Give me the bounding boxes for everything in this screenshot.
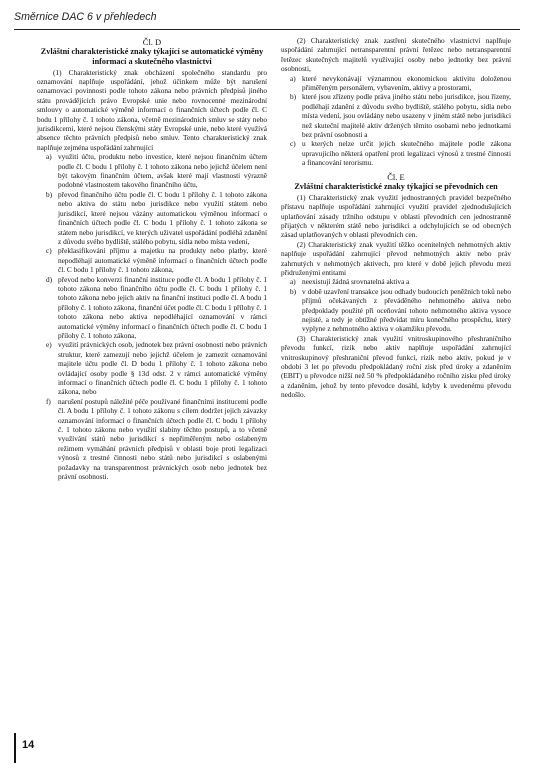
- section-title-d: Zvláštní charakteristické znaky týkající se automatické výměny informací a skutečného vlastnictví: [40, 47, 264, 66]
- item-text: v době uzavření transakce jsou odhady budoucích peněžních toků nebo příjmů očekávaných z převáděného nehmotného aktiva nebo předpoklady použité při oceňování tohoto nehmotného aktiva vysoce nejisté, a tedy je obtížné předvídat míru konečného prospěchu, který vyplyne z nehmotného aktiva v okamžiku převodu.: [302, 286, 511, 334]
- paragraph-d2: (2) Charakteristický znak zastření skutečného vlastnictví naplňuje uspořádání zahrnující netransparentní právní řetězec nebo netransparentní řetězec skutečných majitelů využívající osoby nebo jednotky bez právní osobnosti,: [281, 36, 511, 74]
- item-label: b): [46, 189, 53, 199]
- item-label: c): [290, 139, 296, 149]
- paragraph-e3: (3) Charakteristický znak využití vnitroskupinového přeshraničního převodu funkcí, rizik nebo aktiv naplňuje uspořádání zahrnující vnitroskupinový přeshraniční převod funkcí, rizik nebo aktiv, pokud je v období 3 let po převodu předpokládaný roční zisk před úroky a zdaněním (EBIT) u převodce nižší než 50 % předpokládaného ročního zisku před úroky a zdaněním, jehož by tento převodce dosáhl, kdyby k uvedenému převodu nedošlo.: [281, 333, 511, 400]
- header-rule: [14, 29, 520, 30]
- list-item: [37, 246, 267, 274]
- item-text: neexistují žádná srovnatelná aktiva a: [302, 277, 410, 287]
- list-item: [37, 340, 267, 396]
- item-text: využití právnických osob, jednotek bez právní osobnosti nebo právních struktur, které zamezují nebo jejichž účelem je zamezit oznamování majitele účtu podle čl. D bodu 1 přílohy č. 1 tohoto zákona nebo ovládající osoby podle § 13d odst. 2 v rámci automatické výměny informací o finančních účtech podle čl. C bodu 1 přílohy č. 1 tohoto zákona, nebo: [58, 340, 267, 397]
- item-text: u kterých nelze určit jejich skutečného majitele podle zákona upravujícího některá opatření proti legalizaci výnosů z trestné činnosti a financování terorismu.: [302, 139, 511, 168]
- item-label: b): [290, 92, 297, 102]
- item-label: d): [46, 274, 53, 284]
- item-text: které jsou zřízeny podle práva jiného státu nebo jurisdikce, jsou řízeny, podléhají zdanění z důvodu svého bydliště, stálého pobytu, sídla nebo místa vedení, jsou ovládány nebo usazeny v jiném státě nebo jurisdikci než skuteční majitelé aktiv držených těmito osobami nebo jednotkami bez právní osobnosti a: [302, 92, 511, 140]
- item-label: f): [46, 396, 51, 406]
- section-number-d: Čl. D: [142, 37, 162, 47]
- list-item: [37, 275, 267, 341]
- item-list-d2: [281, 74, 511, 168]
- item-label: a): [290, 277, 296, 287]
- list-item: [281, 139, 511, 167]
- page-number: 14: [22, 739, 35, 751]
- section-number-e: Čl. E: [387, 171, 405, 182]
- item-label: b): [290, 286, 297, 296]
- paragraph-e1: (1) Charakteristický znak využití jednostranných pravidel bezpečného přístavu naplňuje uspořádání zahrnující využití pravidel zjednodušujících uplatňování zásady tržního odstupu v oblasti převodních cen jednostranně přijatých v některém státě nebo jurisdikci a odchylujících se od obecných zásad uplatňovaných v oblasti převodních cen.: [281, 192, 511, 240]
- list-item: [281, 287, 511, 334]
- item-label: c): [46, 246, 52, 256]
- right-column: [281, 36, 511, 400]
- list-item: [37, 397, 267, 482]
- item-text: překlasifikování příjmu a majetku na produkty nebo platby, které nepodléhají automatické výměně informací o finančních účtech podle čl. C bodu 1 přílohy č. 1 tohoto zákona,: [58, 246, 267, 275]
- list-item: [281, 74, 511, 93]
- footer-bar: [14, 733, 16, 763]
- item-list-e: [281, 277, 511, 333]
- item-list-d: [37, 152, 267, 481]
- item-text: využití účtu, produktu nebo investice, které nejsou finančním účtem podle čl. C bodu 1 přílohy č. 1 tohoto zákona nebo jejichž účelem není být takovým finančním účtem, avšak které mají vlastnosti výrazně podobné vlastnostem takového finančního účtu,: [58, 152, 267, 190]
- list-item: [37, 152, 267, 190]
- paragraph-e2: (2) Charakteristický znak využití těžko ocenitelných nehmotných aktiv naplňuje uspořádání zahrnující převod nehmotných aktiv nebo práv zahrnutých v nehmotných aktivech, pro které v době jejich převodu mezi přidruženými entitami: [281, 239, 511, 277]
- item-text: které nevykonávají významnou ekonomickou aktivitu doloženou přiměřeným personálem, vybavením, aktivy a prostorami,: [302, 73, 511, 93]
- item-label: a): [290, 73, 296, 83]
- item-text: převod nebo konverzi finanční instituce podle čl. A bodu 1 přílohy č. 1 tohoto zákona nebo finančního účtu podle čl. C bodu 1 přílohy č. 1 tohoto zákona nebo jejich aktiv na finanční instituci podle čl. A bodu 1 přílohy č. 1 tohoto zákona, finanční účet podle čl. C bodu 1 přílohy č. 1 tohoto zákona nebo aktiva nepodléhající oznamování v rámci automatické výměny informací o finančních účtech podle čl. C bodu 1 přílohy č. 1 tohoto zákona,: [58, 274, 267, 340]
- running-header: Směrnice DAC 6 v přehledech: [14, 11, 157, 23]
- list-item: [37, 190, 267, 246]
- item-label: e): [46, 340, 52, 350]
- paragraph-d1: (1) Charakteristický znak obcházení společného standardu pro oznamování naplňuje uspořádání, jehož účinkem může být narušení oznamovací povinnosti podle tohoto zákona nebo právních předpisů jiného státu provádějících právo Evropské unie nebo rovnocenné mezinárodní smlouvy o automatické výměně informací o finančních účtech podle čl. C bodu 1 přílohy č. 1 tohoto zákona, včetně mezinárodních smluv se státy nebo jurisdikcemi, které nejsou členskými státy Evropské unie, nebo které využívá absence těchto právních předpisů nebo smluv. Tento charakteristický znak naplňuje zejména uspořádání zahrnující: [37, 67, 267, 152]
- item-text: narušení postupů náležité péče používané finančními institucemi podle čl. A bodu 1 přílohy č. 1 tohoto zákonu s cílem dodržet jejich závazky oznamování informací o finančních účtech podle čl. C bodu 1 přílohy č. 1 tohoto zákonu nebo využití slabiny těchto postupů, a to včetně využívání států nebo jurisdikcí s nepřiměřeným nebo oslabeným režimem vymáhání právních předpisů v oblasti boje proti legalizaci výnosů z trestné činnosti nebo států nebo jurisdikcí s oslabenými požadavky na transparentnost právnických osob nebo jednotek bez právní osobnosti.: [58, 396, 267, 482]
- item-text: převod finančního účtu podle čl. C bodu 1 přílohy č. 1 tohoto zákona nebo aktiva do státu nebo jurisdikce nebo využití státem nebo jurisdikcí, které nejsou vázány automatickou výměnou informací o finančních účtech podle čl. C bodu 1 přílohy č. 1 tohoto zákona se státem nebo jurisdikcí, ve kterých uživatel uspořádání podléhá zdanění z důvodu svého bydliště, stálého pobytu, sídla nebo místa vedení,: [58, 189, 267, 246]
- list-item: [281, 92, 511, 139]
- left-column: [37, 36, 267, 481]
- list-item: [281, 277, 511, 286]
- section-title-e: Zvláštní charakteristické znaky týkající se převodních cen: [294, 182, 498, 192]
- item-label: a): [46, 152, 52, 162]
